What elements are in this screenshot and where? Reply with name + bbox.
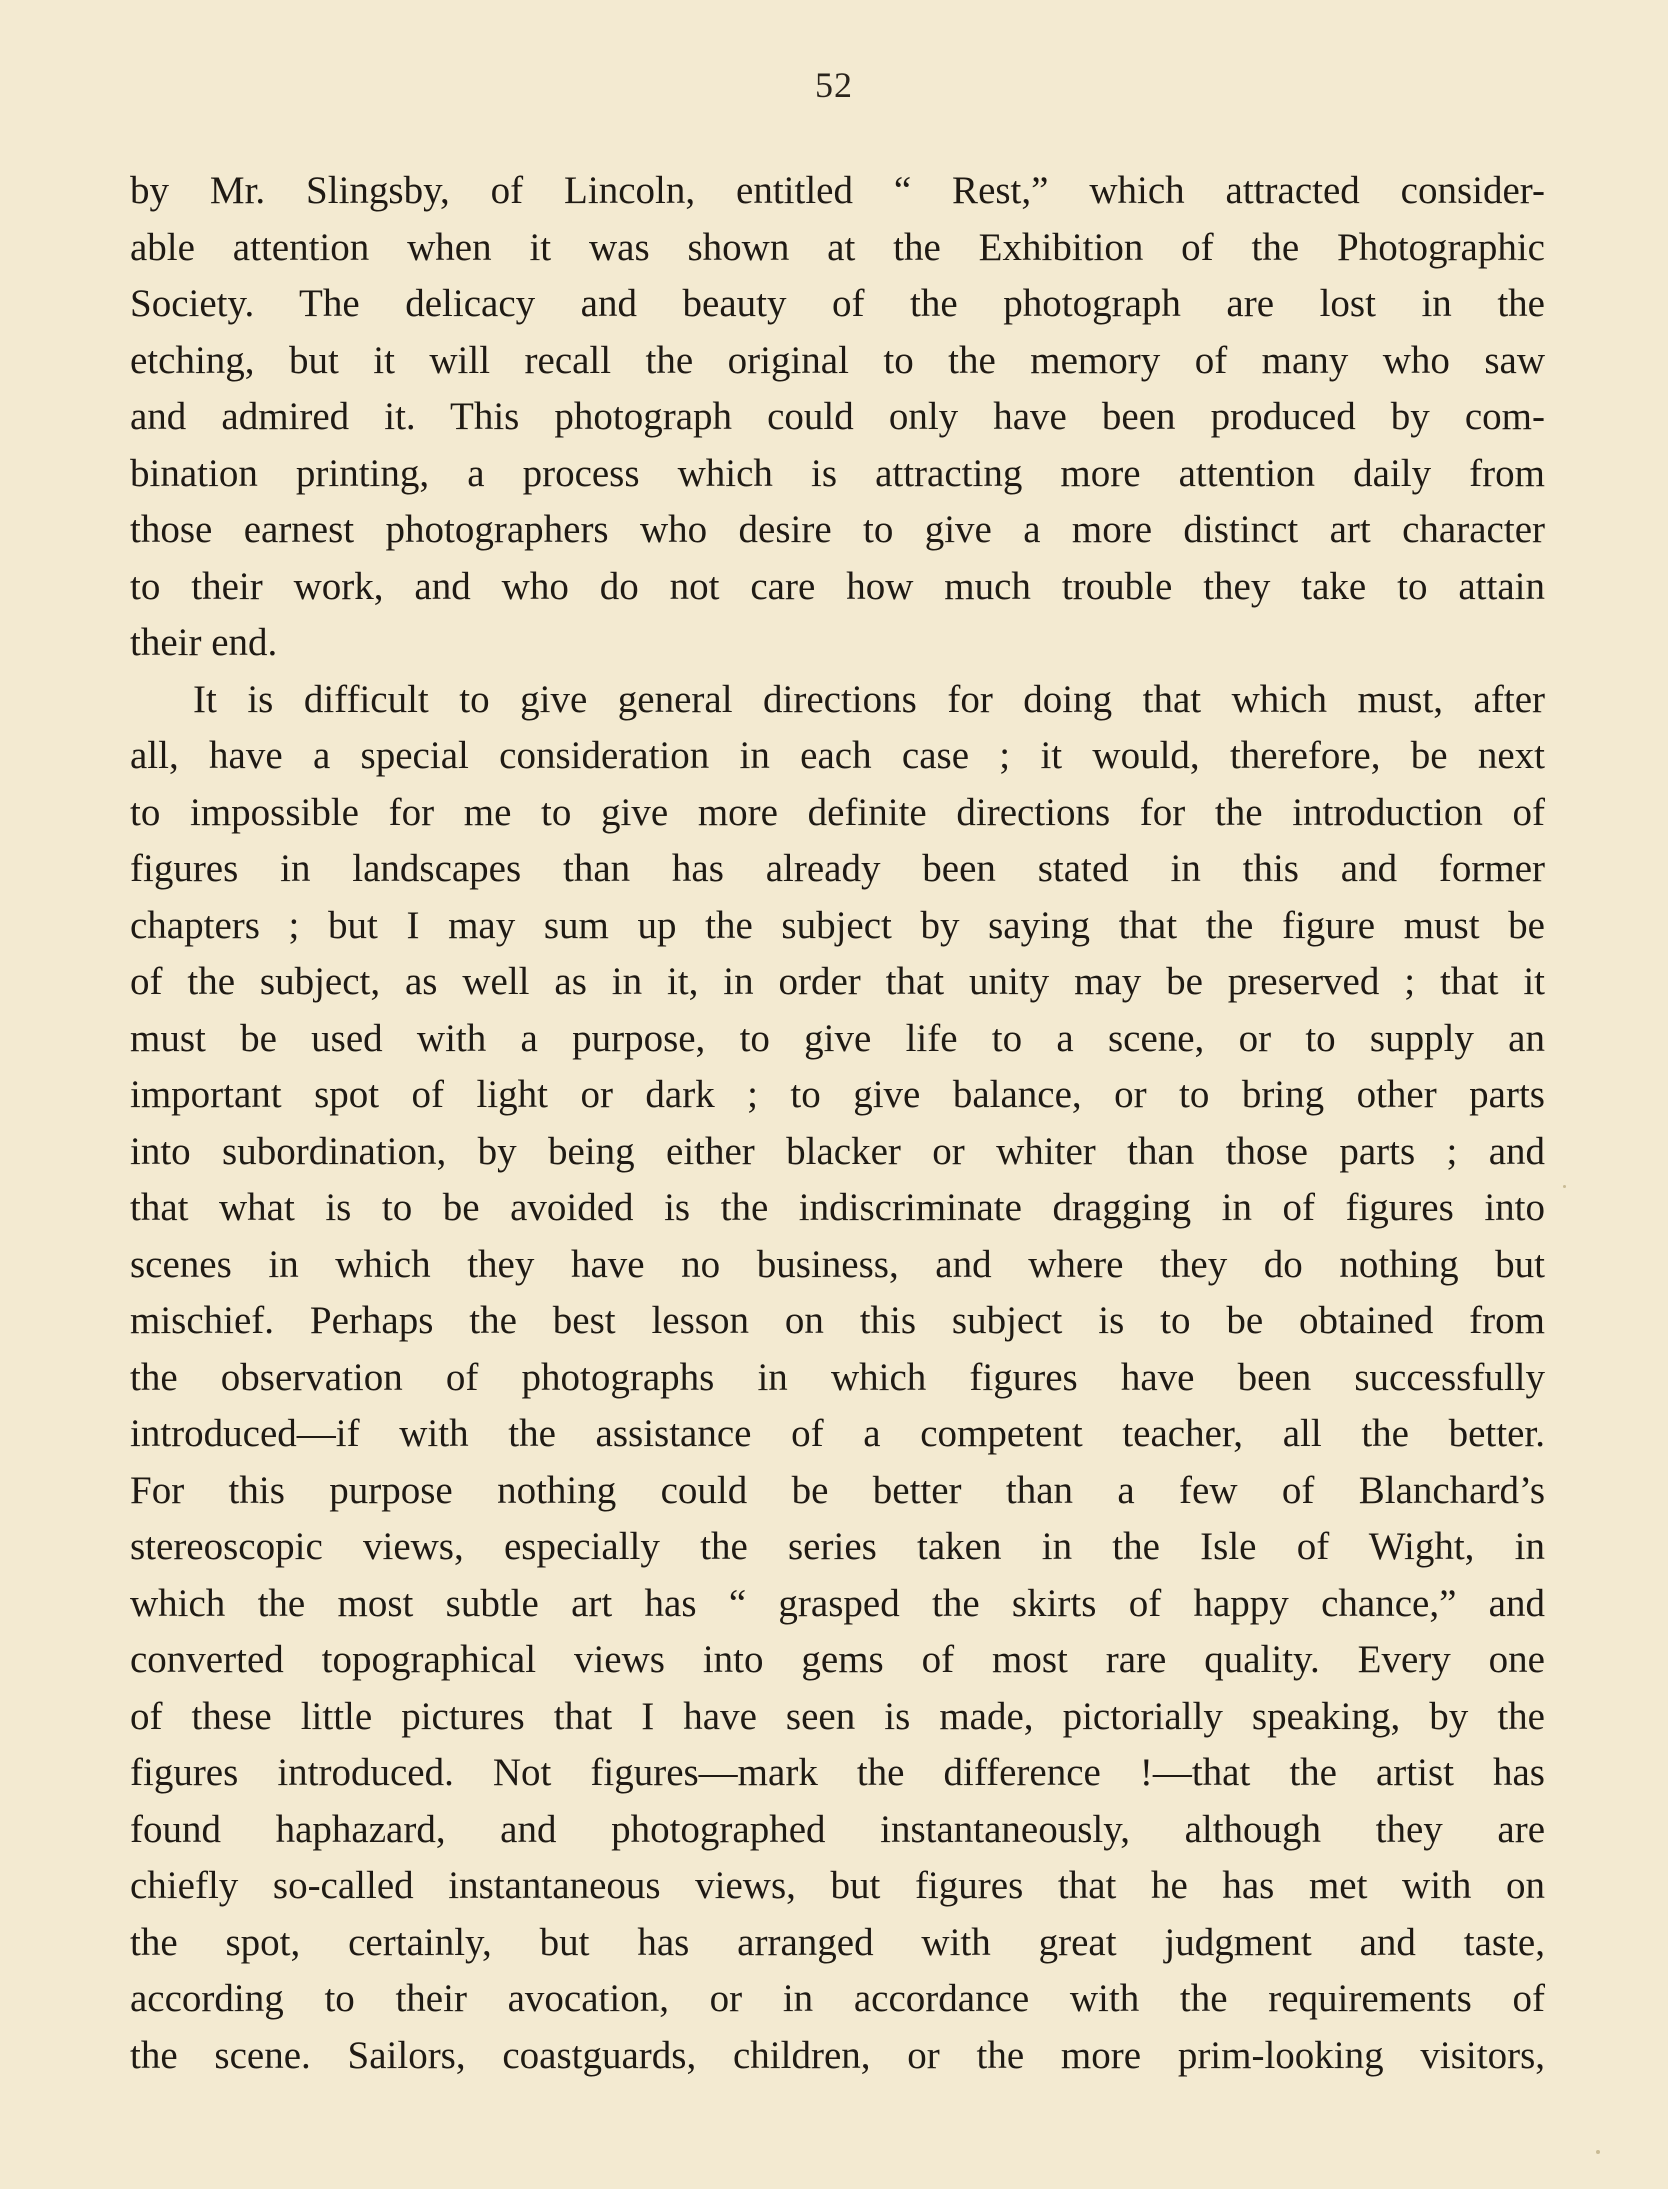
text-line: the observation of photographs in which figures have been successfully: [130, 1355, 1545, 1399]
paragraph-2: [130, 672, 1545, 2085]
text-line: by Mr. Slingsby, of Lincoln, entitled “ Rest,” which attracted consider-: [130, 169, 1545, 212]
text-line: important spot of light or dark ; to give balance, or to bring other parts: [130, 1073, 1545, 1116]
paragraph-1: [130, 163, 1545, 672]
text-line: chapters ; but I may sum up the subject by saying that the figure must be: [130, 903, 1545, 947]
text-line: converted topographical views into gems of most rare quality. Every one: [130, 1638, 1545, 1681]
text-line: It is difficult to give general directions for doing that which must, after: [193, 677, 1545, 721]
text-line: mischief. Perhaps the best lesson on this subject is to be obtained from: [130, 1299, 1545, 1342]
paper-speck: [1596, 2150, 1600, 2154]
text-line: must be used with a purpose, to give life to a scene, or to supply an: [130, 1016, 1545, 1060]
text-line: into subordination, by being either blacker or whiter than those parts ; and: [130, 1129, 1545, 1173]
text-line: stereoscopic views, especially the series taken in the Isle of Wight, in: [130, 1525, 1545, 1568]
text-line: found haphazard, and photographed instantaneously, although they are: [130, 1807, 1545, 1851]
text-line: that what is to be avoided is the indiscriminate dragging in of figures into: [130, 1186, 1545, 1229]
text-line: introduced—if with the assistance of a competent teacher, all the better.: [130, 1412, 1545, 1455]
text-line: those earnest photographers who desire to give a more distinct art character: [130, 508, 1545, 551]
text-line: For this purpose nothing could be better than a few of Blanchard’s: [130, 1468, 1545, 1512]
text-line: which the most subtle art has “ grasped the skirts of happy chance,” and: [130, 1581, 1545, 1625]
text-line: figures introduced. Not figures—mark the difference !—that the artist has: [130, 1751, 1545, 1794]
text-line: to their work, and who do not care how much trouble they take to attain: [130, 564, 1545, 608]
body-text: [130, 163, 1545, 2084]
text-line: the scene. Sailors, coastguards, children, or the more prim-looking visitors,: [130, 2033, 1545, 2077]
text-line: Society. The delicacy and beauty of the photograph are lost in the: [130, 282, 1545, 325]
page-number: 52: [815, 65, 853, 105]
text-line: their end.: [130, 621, 278, 664]
paper-speck: [1563, 1185, 1566, 1188]
text-line: figures in landscapes than has already been stated in this and former: [130, 847, 1545, 890]
text-line: of these little pictures that I have seen is made, pictorially speaking, by the: [130, 1694, 1545, 1738]
text-line: to impossible for me to give more definite directions for the introduction of: [130, 790, 1545, 834]
text-line: the spot, certainly, but has arranged with great judgment and taste,: [130, 1920, 1545, 1964]
text-line: chiefly so-called instantaneous views, but figures that he has met with on: [130, 1864, 1545, 1907]
text-line: bination printing, a process which is attracting more attention daily from: [130, 451, 1545, 495]
text-line: etching, but it will recall the original to the memory of many who saw: [130, 338, 1545, 382]
text-line: and admired it. This photograph could only have been produced by com-: [130, 395, 1545, 438]
text-line: of the subject, as well as in it, in order that unity may be preserved ; that it: [130, 960, 1545, 1003]
text-line: all, have a special consideration in each case ; it would, therefore, be next: [130, 734, 1545, 777]
text-line: according to their avocation, or in accordance with the requirements of: [130, 1977, 1545, 2020]
text-line: able attention when it was shown at the Exhibition of the Photographic: [130, 225, 1545, 269]
text-line: scenes in which they have no business, and where they do nothing but: [130, 1242, 1545, 1286]
